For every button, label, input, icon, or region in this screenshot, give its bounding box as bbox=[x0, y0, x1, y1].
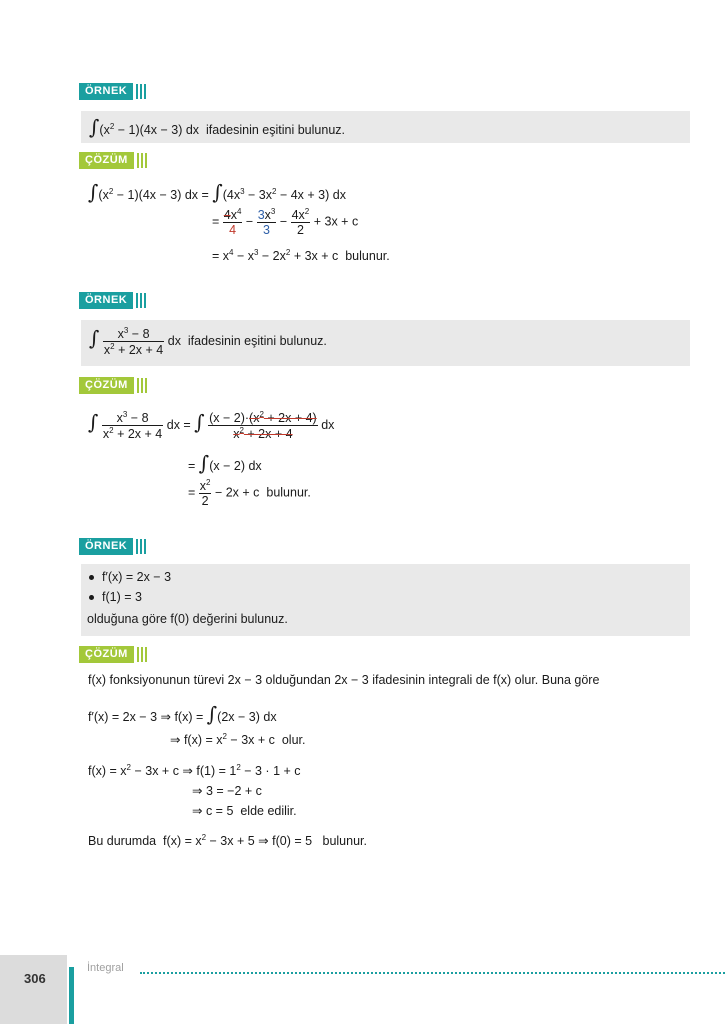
question-1-text: $\int(x^2 - 1)(4x - 3)$ dx ifadesinin eşitini bulunuz. bbox=[89, 115, 345, 139]
ornek-tag-3 bbox=[79, 538, 148, 555]
solution-3-line-1: f′(x) = 2x − 3 ⇒ f(x) = ∫(2x − 3) dx bbox=[88, 702, 277, 726]
cozum-label: ÇÖZÜM bbox=[79, 646, 134, 663]
solution-2-line-2: = ∫(x − 2) dx bbox=[188, 451, 262, 475]
solution-3-line-4: ⇒ 3 = −2 + c bbox=[192, 784, 262, 798]
bullet-icon bbox=[89, 575, 94, 580]
question-box-1 bbox=[81, 111, 690, 143]
question-2-text: ∫ $\frac{x^3 - 8}{x^2 + 2x + 4}$ dx ifadesinin eşitini bulunuz. bbox=[89, 325, 327, 358]
solution-3-line-2: ⇒ $f(x) = x^2 - 3x + c$ olur. bbox=[170, 732, 306, 748]
question-3-text: olduğuna göre f(0) değerini bulunuz. bbox=[87, 612, 288, 626]
cozum-label: ÇÖZÜM bbox=[79, 377, 134, 394]
footer-dotted-rule bbox=[140, 972, 725, 974]
condition-bullet-1: f′(x) = 2x − 3 bbox=[89, 570, 171, 584]
tag-bars-decoration bbox=[136, 84, 148, 99]
tag-bars-decoration bbox=[137, 647, 149, 662]
cozum-tag-3 bbox=[79, 646, 149, 663]
solution-3-intro: f(x) fonksiyonunun türevi 2x − 3 olduğundan 2x − 3 ifadesinin integrali de f(x) olur. Buna göre bbox=[88, 673, 600, 687]
ornek-tag-2 bbox=[79, 292, 148, 309]
tag-bars-decoration bbox=[136, 539, 148, 554]
chapter-title: İntegral bbox=[87, 962, 124, 974]
page-number: 306 bbox=[24, 971, 46, 986]
footer-accent-bar bbox=[69, 967, 74, 1024]
solution-2-line-1: ∫ $\frac{x^3 - 8}{x^2 + 2x + 4}$ dx = ∫ $\frac{(x - 2)\cdot(x^2 + 2x + 4)}{x^2 + 2x + 4}$ dx bbox=[88, 409, 335, 442]
solution-3-line-3: $f(x) = x^2 - 3x + c$ ⇒ $f(1) = 1^2 - 3 \cdot 1 + c$ bbox=[88, 763, 301, 779]
bullet-icon bbox=[89, 595, 94, 600]
condition-bullet-2: f(1) = 3 bbox=[89, 590, 142, 604]
cozum-label: ÇÖZÜM bbox=[79, 152, 134, 169]
tag-bars-decoration bbox=[137, 378, 149, 393]
tag-bars-decoration bbox=[136, 293, 148, 308]
question-box-3 bbox=[81, 564, 690, 636]
question-box-2 bbox=[81, 320, 690, 366]
solution-2-line-3: = $\frac{x^2}{2}$ − 2x + c bulunur. bbox=[188, 478, 311, 509]
cozum-tag-2 bbox=[79, 377, 149, 394]
solution-1-line-3: = $x^4 - x^3 - 2x^2 + 3x + c$ bulunur. bbox=[212, 248, 390, 264]
ornek-label: ÖRNEK bbox=[79, 83, 133, 100]
ornek-tag-1 bbox=[79, 83, 148, 100]
solution-1-line-1: $\int(x^2 - 1)(4x - 3)$ dx = $\int(4x^3 - 3x^2 - 4x + 3)$ dx bbox=[88, 180, 346, 204]
ornek-label: ÖRNEK bbox=[79, 292, 133, 309]
solution-3-final: Bu durumda $f(x) = x^2 - 3x + 5$ ⇒ f(0) = 5 bulunur. bbox=[88, 833, 367, 849]
cozum-tag-1 bbox=[79, 152, 149, 169]
ornek-label: ÖRNEK bbox=[79, 538, 133, 555]
solution-3-line-5: ⇒ c = 5 elde edilir. bbox=[192, 804, 297, 818]
page-number-box bbox=[0, 955, 67, 1024]
solution-1-line-2: = $\frac{4x^4}{4}$ − $\frac{3x^3}{3}$ − $\frac{4x^2}{2}$ + 3x + c bbox=[212, 207, 359, 238]
tag-bars-decoration bbox=[137, 153, 149, 168]
